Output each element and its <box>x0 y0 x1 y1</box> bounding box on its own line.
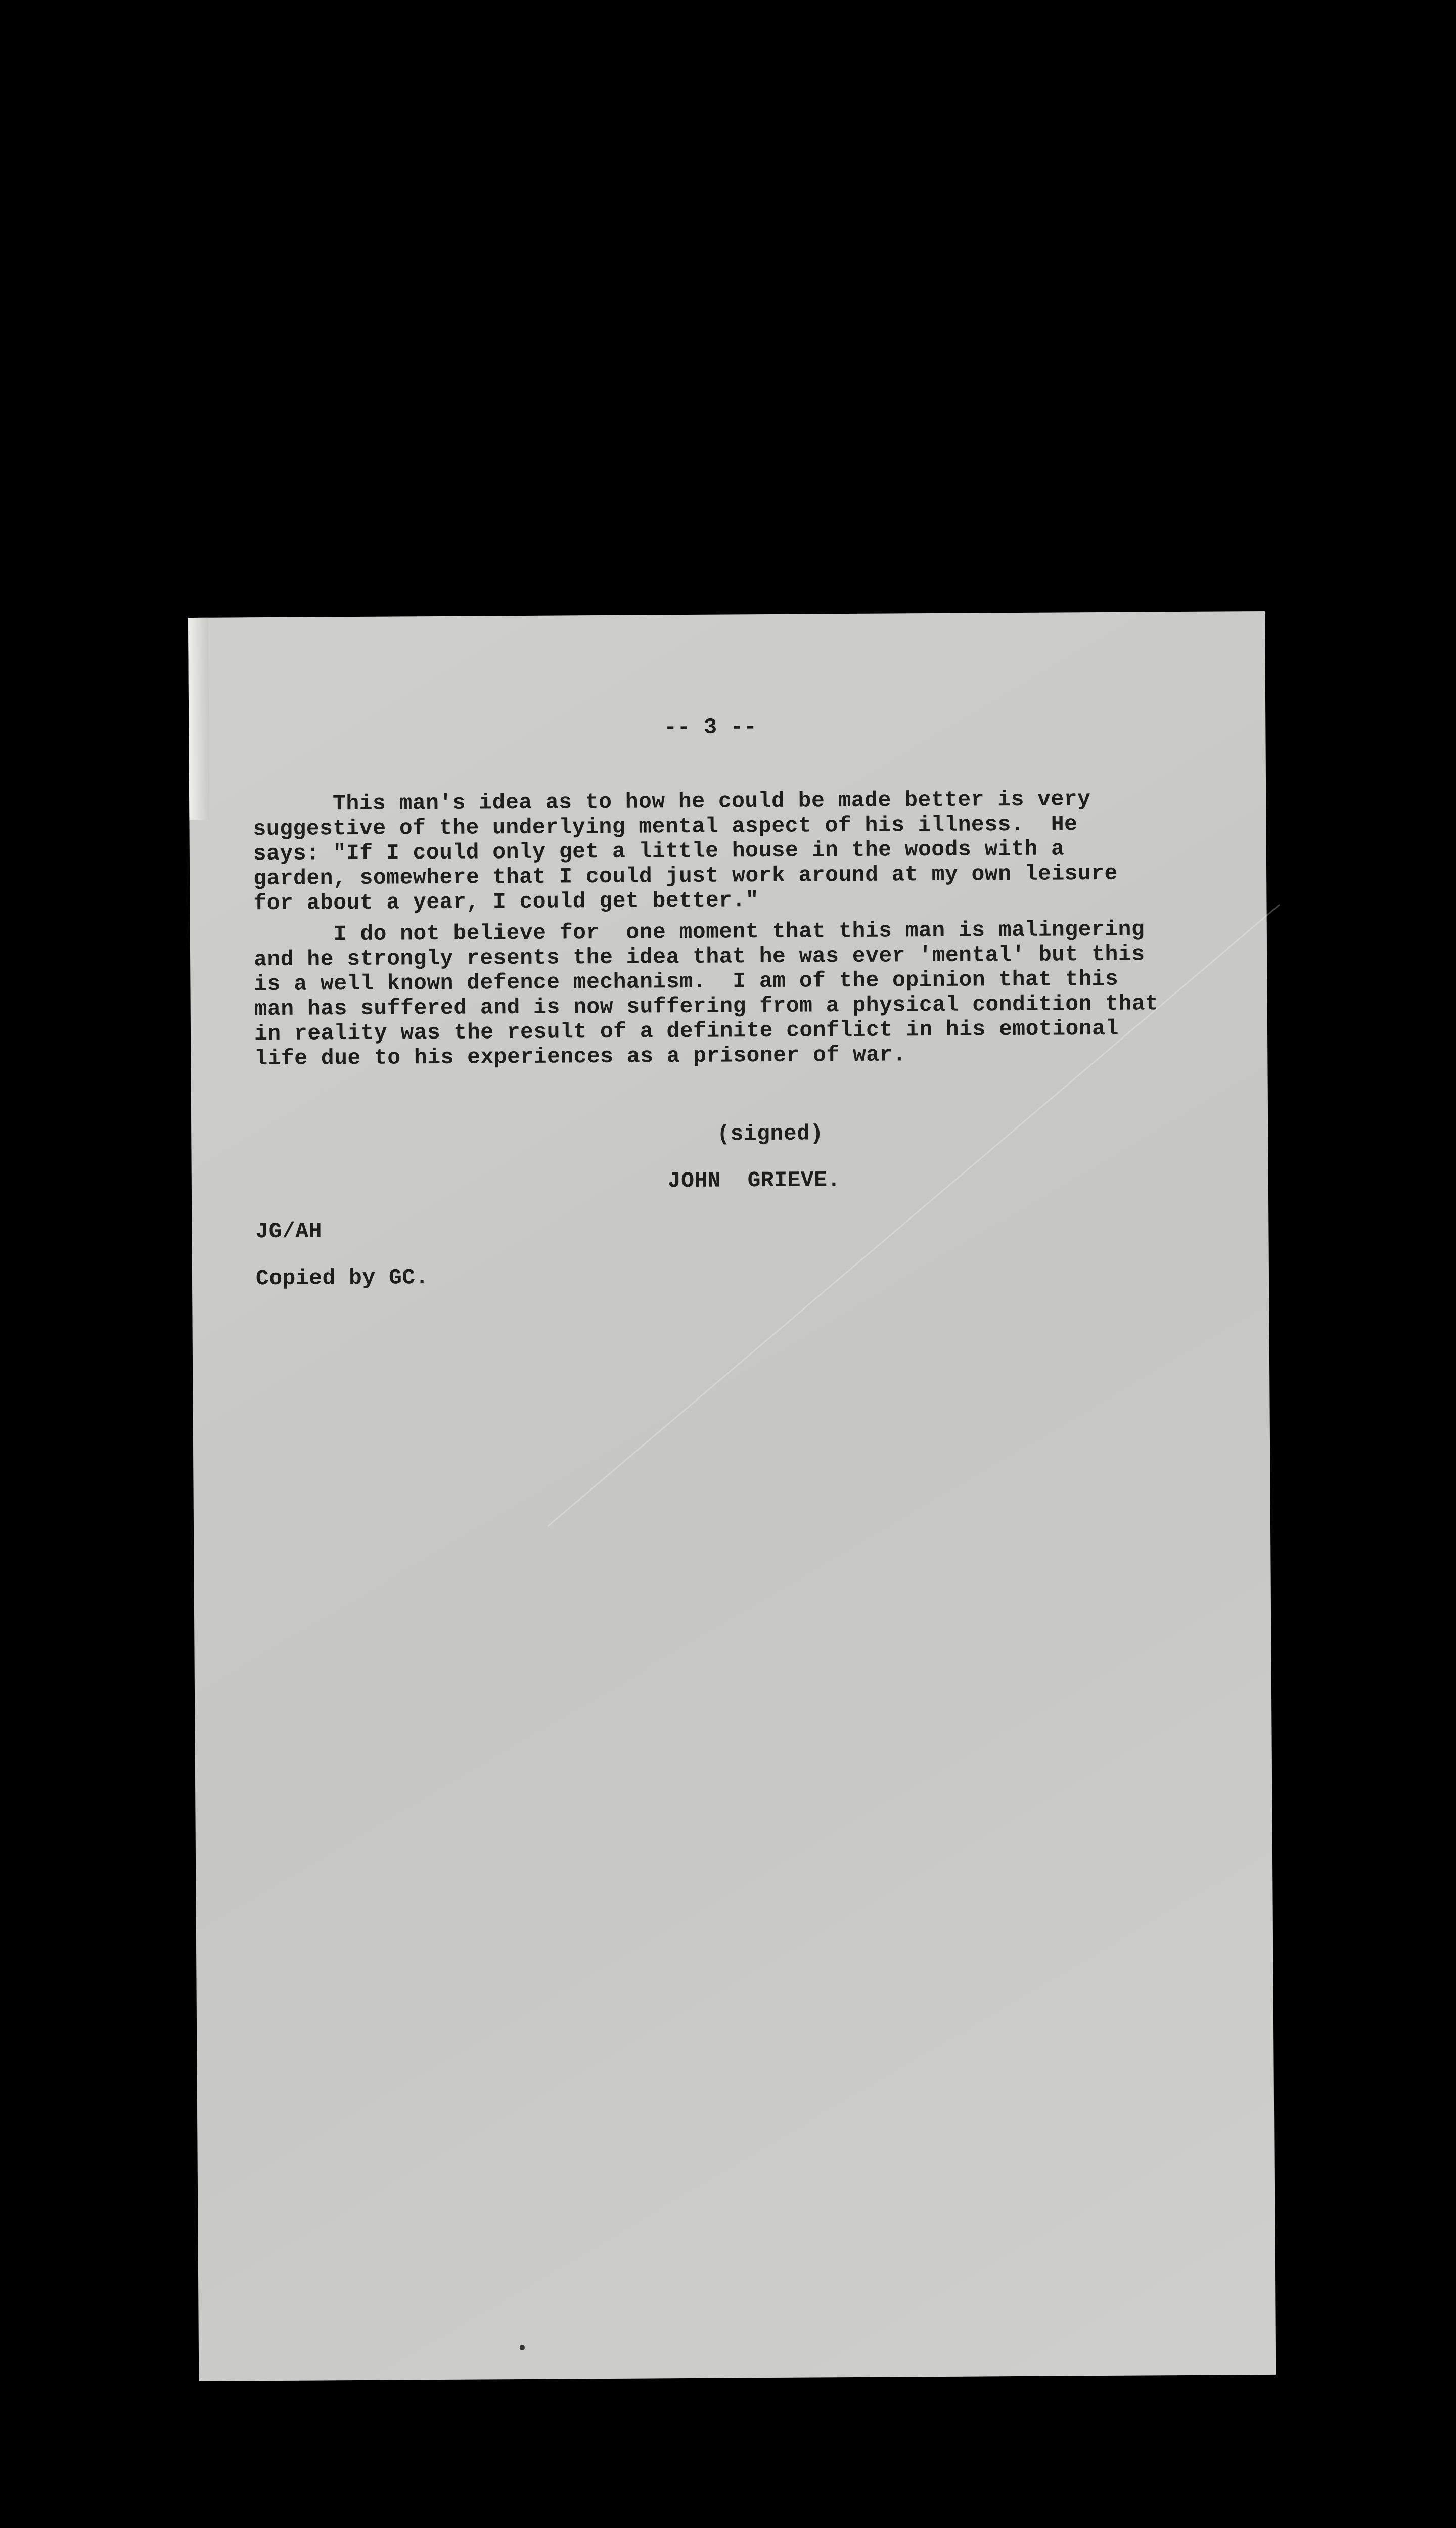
paragraph-opinion: I do not believe for one moment that this man is malingering and he strongly resents the idea that he was ever 'mental' but this is a well known defence mechanism. I am of the opinion that this man has suffered and is now suffering from a physical condition that in reality was the result of a definite conflict in his emotional life due to his experiences as a prisoner of war. <box>253 917 1159 1071</box>
page-number: -- 3 -- <box>664 714 757 740</box>
ink-speck <box>520 2345 525 2350</box>
reference-initials: JG/AH <box>255 1218 323 1244</box>
copied-by-note: Copied by GC. <box>255 1265 429 1291</box>
paragraph-illness-ideas: This man's idea as to how he could be made better is very suggestive of the underlying mental aspect of his illness. He says: "If I could only get a little house in the woods with a garden, somewhere that I could just work around at my own leisure for about a year, I could get better." <box>253 787 1118 916</box>
signer-name: JOHN GRIEVE. <box>667 1167 841 1194</box>
signed-note: (signed) <box>717 1121 824 1147</box>
page-fold-edge <box>188 618 209 820</box>
typed-letter-page <box>188 611 1276 2381</box>
